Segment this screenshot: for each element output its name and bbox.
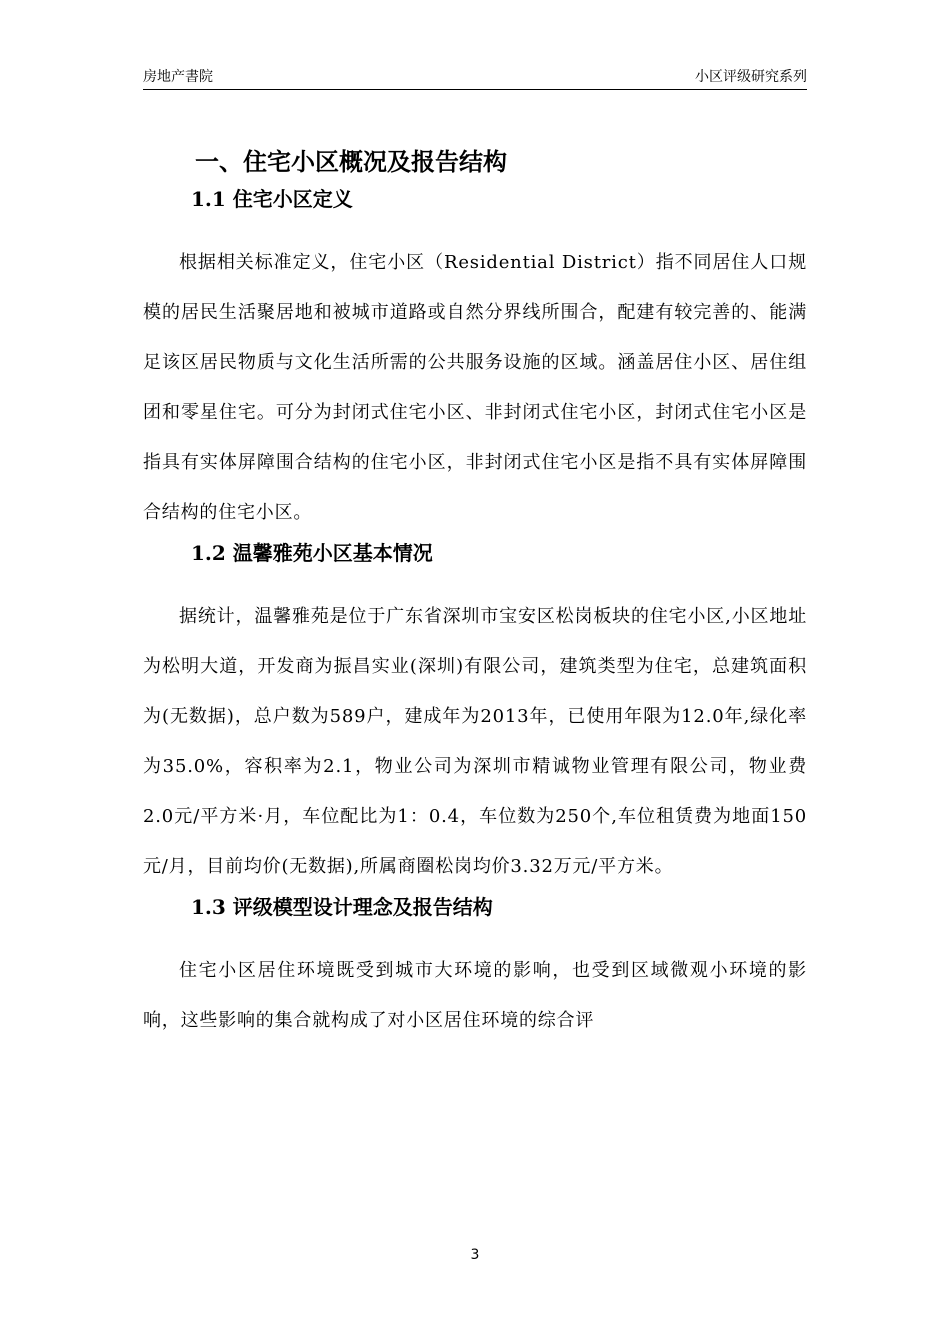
section-title: 一、住宅小区概况及报告结构 [195, 147, 507, 176]
page-number: 3 [470, 1247, 480, 1263]
paragraph-basic-info: 据统计，温馨雅苑是位于广东省深圳市宝安区松岗板块的住宅小区,小区地址为松明大道，开发商为振昌实业(深圳)有限公司，建筑类型为住宅，总建筑面积为(无数据)，总户数为589户，建成年为2013年，已使用年限为12.0年,绿化率为35.0%，容积率为2.1，物业公司为深圳市精诚物业管理有限公司，物业费2.0元/平方米·月，车位配比为1：0.4，车位数为250个,车位租赁费为地面150元/月，目前均价(无数据),所属商圈松岗均价3.32万元/平方米。 [143, 606, 807, 877]
subsection-title-definition: 1.1 住宅小区定义 [191, 187, 353, 211]
document-body [143, 144, 807, 1046]
header-divider [143, 89, 807, 90]
page-header [143, 68, 807, 90]
subsection-title-basic-info: 1.2 温馨雅苑小区基本情况 [191, 541, 433, 565]
subsection-title-rating-model: 1.3 评级模型设计理念及报告结构 [191, 895, 493, 919]
header-series-title: 小区评级研究系列 [695, 69, 807, 85]
header-publisher: 房地产書院 [143, 69, 213, 85]
paragraph-definition: 根据相关标准定义，住宅小区（Residential District）指不同居住人口规模的居民生活聚居地和被城市道路或自然分界线所围合，配建有较完善的、能满足该区居民物质与文化生活所需的公共服务设施的区域。涵盖居住小区、居住组团和零星住宅。可分为封闭式住宅小区、非封闭式住宅小区，封闭式住宅小区是指具有实体屏障围合结构的住宅小区，非封闭式住宅小区是指不具有实体屏障围合结构的住宅小区。 [143, 252, 807, 523]
paragraph-rating-model: 住宅小区居住环境既受到城市大环境的影响，也受到区域微观小环境的影响，这些影响的集合就构成了对小区居住环境的综合评 [143, 960, 807, 1031]
